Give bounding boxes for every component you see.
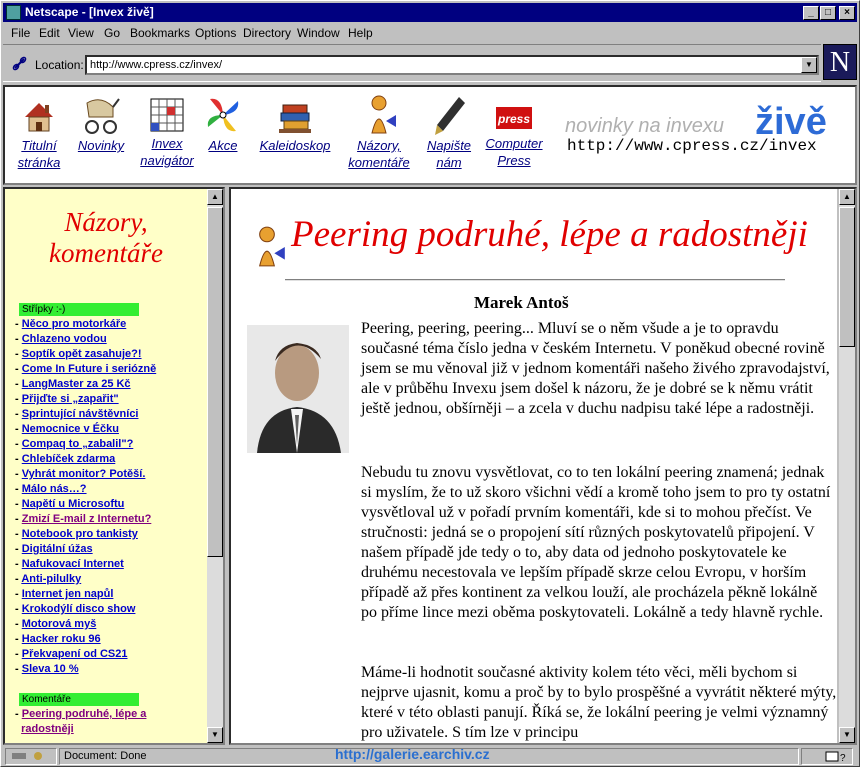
grid-map-icon [147, 95, 187, 135]
article-author: Marek Antoš [474, 293, 569, 312]
title-bar [3, 3, 857, 22]
stroller-icon [79, 93, 123, 137]
article-frame [229, 187, 857, 745]
svg-text:press: press [497, 112, 531, 126]
menu-window[interactable]: Window [297, 26, 340, 40]
scroll-down-icon[interactable]: ▼ [839, 727, 855, 743]
stripky-link[interactable]: Hacker roku 96 [21, 633, 101, 645]
mail-icon[interactable] [801, 748, 853, 765]
menu-edit[interactable]: Edit [39, 26, 60, 40]
list-item[interactable]: - Digitální úžas [15, 543, 93, 555]
scroll-thumb[interactable] [839, 207, 855, 347]
stripky-link[interactable]: Internet jen napůl [21, 588, 114, 600]
list-item[interactable]: - Vyhrát monitor? Potěší. [15, 468, 146, 480]
game-pawn-icon [245, 223, 289, 271]
stripky-link[interactable]: Come In Future i seriózně [21, 363, 157, 375]
list-item[interactable]: - Chlazeno vodou [15, 333, 107, 345]
list-item[interactable]: - Soptík opět zasahuje?! [15, 348, 142, 360]
window-title: Netscape - [Invex živě] [25, 5, 154, 19]
article-content [231, 189, 837, 743]
nav-item-novinky[interactable]: Novinky [73, 93, 129, 154]
close-button[interactable]: × [839, 6, 855, 20]
maximize-button[interactable]: □ [820, 6, 836, 20]
author-photo [247, 325, 349, 453]
stripky-link[interactable]: Compaq to „zabalil"? [21, 438, 134, 450]
stripky-link[interactable]: Něco pro motorkáře [21, 318, 127, 330]
menu-bookmarks[interactable]: Bookmarks [130, 26, 191, 40]
watermark-url: http://galerie.earchiv.cz [335, 746, 490, 762]
zive-wordmark: živě [755, 101, 827, 143]
pinwheel-icon [202, 93, 244, 137]
game-pawn-icon [358, 93, 400, 137]
security-key-icon[interactable] [5, 748, 57, 765]
list-item[interactable]: - Něco pro motorkáře [15, 318, 127, 330]
list-item[interactable]: - Překvapení od CS21 [15, 648, 128, 660]
stripky-link[interactable]: Vyhrát monitor? Potěší. [21, 468, 146, 480]
scroll-down-icon[interactable]: ▼ [207, 727, 223, 743]
stripky-link[interactable]: Motorová myš [21, 618, 97, 630]
invex-wordmark: novinky na invexu živě [565, 101, 827, 143]
komentare-link-list [15, 708, 146, 738]
books-icon [275, 97, 315, 137]
menu-directory[interactable]: Directory [243, 26, 292, 40]
comment-link[interactable]: Peering podruhé, lépe a [21, 708, 147, 720]
section-tag-komentare: Komentáře [19, 693, 139, 706]
list-item[interactable]: - Sprintující návštěvníci [15, 408, 139, 420]
menu-view[interactable]: View [68, 26, 94, 40]
stripky-link-list [15, 318, 156, 678]
menu-options[interactable]: Options [195, 26, 237, 40]
location-url: http://www.cpress.cz/invex/ [90, 59, 223, 71]
svg-text:?: ? [840, 753, 846, 762]
stripky-link[interactable]: Napětí u Microsoftu [21, 498, 125, 510]
list-item[interactable]: - Krokodýlí disco show [15, 603, 136, 615]
stripky-link[interactable]: Nafukovací Internet [21, 558, 124, 570]
list-item[interactable]: - Hacker roku 96 [15, 633, 101, 645]
stripky-link[interactable]: Krokodýlí disco show [21, 603, 136, 615]
stripky-link[interactable]: Notebook pro tankisty [21, 528, 138, 540]
chevron-down-icon[interactable]: ▼ [801, 57, 817, 73]
link-chain-icon[interactable] [11, 55, 29, 73]
stripky-link[interactable]: Přijďte si „zapařit" [21, 393, 119, 405]
list-item[interactable]: - LangMaster za 25 Kč [15, 378, 131, 390]
location-input[interactable] [85, 55, 819, 75]
stripky-link[interactable]: Nemocnice v Éčku [21, 423, 119, 435]
status-text: Document: Done [59, 748, 799, 765]
nav-item-computer-press[interactable]: press Computer Press [479, 97, 549, 169]
list-item[interactable]: - Přijďte si „zapařit" [15, 393, 119, 405]
sidebar-content [5, 189, 207, 743]
stripky-link[interactable]: Málo nás…? [21, 483, 87, 495]
comment-link-cont[interactable]: radostněji [21, 723, 74, 735]
nav-item-akce[interactable]: Akce [201, 93, 245, 154]
site-navigation [3, 85, 857, 185]
nav-item-titulni-stranka[interactable]: Titulní stránka [15, 97, 63, 171]
nav-item-kaleidoskop[interactable]: Kaleidoskop [253, 97, 337, 154]
stripky-link[interactable]: Chlazeno vodou [21, 333, 107, 345]
nav-item-nazory-komentare[interactable]: Názory, komentáře [341, 93, 417, 171]
fountain-pen-icon [429, 93, 469, 137]
article-title: Peering podruhé, lépe a radostněji [291, 214, 808, 255]
stripky-link[interactable]: Sleva 10 % [21, 663, 79, 675]
section-tag-stripky: Střípky :-) [19, 303, 139, 316]
article-paragraph-1: Peering, peering, peering... Mluví se o něm všude a je to opravdu současné téma číslo jedna v českém Internetu. V poněkud obecné rovině jsem se mu věnoval již v jednom komentáři našeho živého zpravodajství, ale v průběhu Invexu jsem došel k názoru, že je dobré se k němu vrátit ještě jednou, obšírněji – a zcela v duchu nadpisu také lépe a radostněji. [361, 320, 830, 417]
list-item[interactable]: - Come In Future i seriózně [15, 363, 157, 375]
scroll-up-icon[interactable]: ▲ [839, 189, 855, 205]
list-item[interactable] [15, 723, 146, 738]
stripky-link[interactable]: Sprintující návštěvníci [21, 408, 139, 420]
list-item[interactable]: - Zmizí E-mail z Internetu? [15, 513, 152, 525]
article-paragraph-3: Máme-li hodnotit současné aktivity kolem této věci, měli bychom si nejprve ujasnit, komu a proč by to bylo prospěšné a vyvrátit některé mýty, které v této oblasti panují. Říká se, že lokální peering je velmi významný pro uživatele. S tím lze v principu [361, 664, 837, 741]
stripky-link[interactable]: Zmizí E-mail z Internetu? [21, 513, 152, 525]
location-label: Location: [35, 58, 84, 72]
list-item[interactable]: - Peering podruhé, lépe a [15, 708, 147, 720]
menu-bar [3, 23, 857, 42]
article-scrollbar[interactable] [839, 189, 855, 743]
list-item[interactable]: - Nafukovací Internet [15, 558, 124, 570]
nav-item-napiste-nam[interactable]: Napište nám [421, 93, 477, 171]
site-url-caption: http://www.cpress.cz/invex [567, 137, 817, 155]
netscape-app-icon[interactable] [6, 5, 21, 20]
list-item[interactable]: - Internet jen napůl [15, 588, 114, 600]
list-item[interactable]: - Sleva 10 % [15, 663, 79, 675]
scroll-up-icon[interactable]: ▲ [207, 189, 223, 205]
netscape-logo-icon[interactable]: N [823, 44, 857, 80]
stripky-link[interactable]: Chlebíček zdarma [21, 453, 116, 465]
stripky-link[interactable]: LangMaster za 25 Kč [21, 378, 131, 390]
list-item[interactable]: - Chlebíček zdarma [15, 453, 116, 465]
stripky-link[interactable]: Digitální úžas [21, 543, 93, 555]
article-paragraph-2: Nebudu tu znovu vysvětlovat, co to ten lokální peering znamená; jednak si myslím, že to už skoro všichni vědí a kromě toho jsem to pro ty ostatní vysvětloval už v pořadí prvním komentáři, kde si to mohou přečíst. Ve stručnosti: jedná se o propojení sítí různých poskytovatelů připojení. V našem případě jde tedy o to, aby data od jednoho poskytovatele ke druhému necestovala ve lepším případě skrze celou Evropu, v horším případě až přes kontinent za velkou louží, ale procházela pěkně lokálně po příme lince mezi oběma poskytovateli. Lokálně a tedy hlavně rychle. [361, 464, 831, 621]
list-item[interactable]: - Motorová myš [15, 618, 97, 630]
menu-go[interactable]: Go [104, 26, 121, 40]
list-item[interactable]: - Málo nás…? [15, 483, 87, 495]
location-bar [3, 44, 821, 82]
list-item[interactable]: - Anti-pilulky [15, 573, 82, 585]
stripky-link[interactable]: Překvapení od CS21 [21, 648, 128, 660]
press-logo-icon [494, 97, 534, 135]
list-item[interactable]: - Napětí u Microsoftu [15, 498, 125, 510]
sidebar-frame [3, 187, 225, 745]
list-item[interactable]: - Nemocnice v Éčku [15, 423, 119, 435]
minimize-button[interactable]: _ [803, 6, 819, 20]
title-divider [285, 279, 785, 281]
list-item[interactable]: - Compaq to „zabalil"? [15, 438, 134, 450]
menu-file[interactable]: File [11, 26, 31, 40]
sidebar-title: Názory, komentáře [49, 207, 163, 268]
stripky-link[interactable]: Anti-pilulky [21, 573, 82, 585]
scroll-thumb[interactable] [207, 207, 223, 557]
nav-item-invex-navigator[interactable]: Invex navigátor [135, 95, 199, 169]
stripky-link[interactable]: Soptík opět zasahuje?! [21, 348, 142, 360]
sidebar-scrollbar[interactable] [207, 189, 223, 743]
list-item[interactable]: - Notebook pro tankisty [15, 528, 138, 540]
house-icon [19, 97, 59, 137]
menu-help[interactable]: Help [348, 26, 373, 40]
